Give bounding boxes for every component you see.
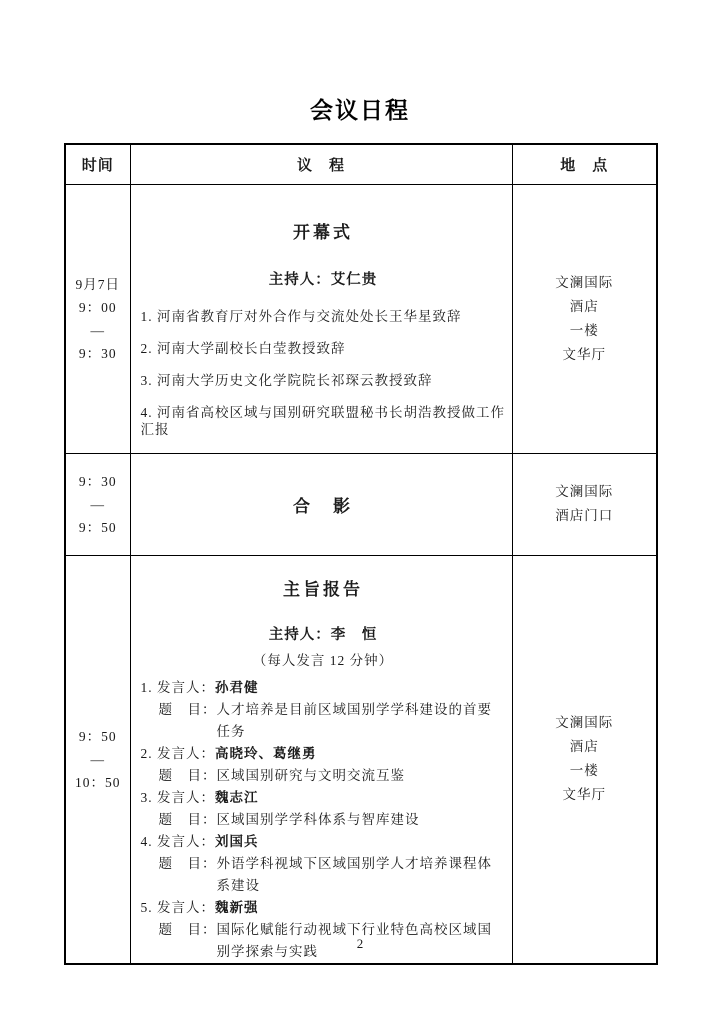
page-title: 会议日程 xyxy=(310,97,410,123)
speaker-line xyxy=(141,743,506,765)
time-line: 9：30 xyxy=(78,473,117,489)
agenda-item: 2. 河南大学副校长白莹教授致辞 xyxy=(140,340,346,356)
speaker-name: 刘国兵 xyxy=(215,833,259,849)
speaker-line xyxy=(141,897,506,919)
section-title: 开幕式 xyxy=(293,222,353,242)
time-cell xyxy=(65,555,130,964)
location-cell xyxy=(512,555,657,964)
speaker-label: 2. 发言人： xyxy=(140,745,215,761)
speaker-line xyxy=(141,787,506,809)
note-line: （每人发言 12 分钟） xyxy=(252,652,394,668)
section-title: 主旨报告 xyxy=(283,579,363,599)
location-line: 酒店门口 xyxy=(555,508,614,523)
time-line: 9：50 xyxy=(78,519,117,535)
location-line: 一楼 xyxy=(569,763,599,778)
header-time: 时间 xyxy=(65,144,130,184)
time-line: 10：50 xyxy=(75,774,121,790)
location-line: 文华厅 xyxy=(562,346,606,362)
agenda-cell-photo xyxy=(130,453,512,555)
topic-line xyxy=(159,809,506,831)
speaker-name: 高晓玲、葛继勇 xyxy=(215,745,317,761)
agenda-cell-opening xyxy=(130,184,512,453)
topic-label: 题 目： xyxy=(158,855,217,871)
location-line: 酒店 xyxy=(569,739,599,754)
time-dash: — xyxy=(90,322,105,338)
agenda-item: 3. 河南大学历史文化学院院长祁琛云教授致辞 xyxy=(140,372,433,388)
topic-text: 区域国别研究与文明交流互鉴 xyxy=(216,767,405,783)
location-line: 酒店 xyxy=(569,298,599,314)
host-line: 主持人：李 恒 xyxy=(268,626,378,643)
time-dash: — xyxy=(90,496,105,512)
speaker-label: 1. 发言人： xyxy=(140,679,215,695)
agenda-item: 1. 河南省教育厅对外合作与交流处处长王华星致辞 xyxy=(140,308,462,324)
topic-label: 题 目： xyxy=(158,811,217,827)
speaker-line xyxy=(141,831,506,853)
topic-label: 题 目： xyxy=(158,701,217,717)
topic-line xyxy=(159,765,506,787)
speaker-name: 孙君健 xyxy=(215,679,259,695)
topic-label: 题 目： xyxy=(158,921,217,937)
speaker-label: 4. 发言人： xyxy=(140,833,215,849)
page-number: 2 xyxy=(356,936,364,951)
speaker-name: 魏新强 xyxy=(215,899,259,915)
agenda-item: 4. 河南省高校区域与国别研究联盟秘书长胡浩教授做工作汇报 xyxy=(140,404,505,437)
header-agenda: 议 程 xyxy=(130,144,512,184)
host-line: 主持人：艾仁贵 xyxy=(268,271,378,288)
location-line: 文澜国际 xyxy=(555,484,614,499)
speaker-name: 魏志江 xyxy=(215,789,259,805)
location-line: 一楼 xyxy=(569,322,599,338)
time-line: 9：50 xyxy=(78,728,117,744)
location-cell xyxy=(512,184,657,453)
time-line: 9：30 xyxy=(78,345,117,361)
topic-text: 国际化赋能行动视域下行业特色高校区域国别学探索与实践 xyxy=(216,921,492,959)
topic-text: 外语学科视域下区域国别学人才培养课程体系建设 xyxy=(216,855,492,893)
time-cell xyxy=(65,453,130,555)
time-line: 9：00 xyxy=(78,299,117,315)
time-dash: — xyxy=(90,751,105,767)
table-header-row xyxy=(65,144,657,184)
section-title: 合 影 xyxy=(293,496,353,516)
time-line: 9月7日 xyxy=(75,276,120,292)
table-row-keynote-reports xyxy=(65,555,657,964)
table-row-group-photo xyxy=(65,453,657,555)
speaker-label: 5. 发言人： xyxy=(140,899,215,915)
agenda-cell-keynote xyxy=(130,555,512,964)
time-cell xyxy=(65,184,130,453)
table-row-opening-ceremony xyxy=(65,184,657,453)
topic-text: 区域国别学学科体系与智库建设 xyxy=(216,811,420,827)
topic-label: 题 目： xyxy=(158,767,217,783)
topic-line xyxy=(159,699,506,743)
location-cell xyxy=(512,453,657,555)
topic-line xyxy=(159,853,506,897)
header-location: 地 点 xyxy=(512,144,657,184)
topic-text: 人才培养是目前区域国别学学科建设的首要任务 xyxy=(216,701,492,739)
location-line: 文澜国际 xyxy=(555,715,614,730)
speaker-line xyxy=(141,677,506,699)
schedule-table xyxy=(64,143,658,965)
location-line: 文澜国际 xyxy=(555,274,614,290)
speaker-label: 3. 发言人： xyxy=(140,789,215,805)
location-line: 文华厅 xyxy=(562,787,606,802)
